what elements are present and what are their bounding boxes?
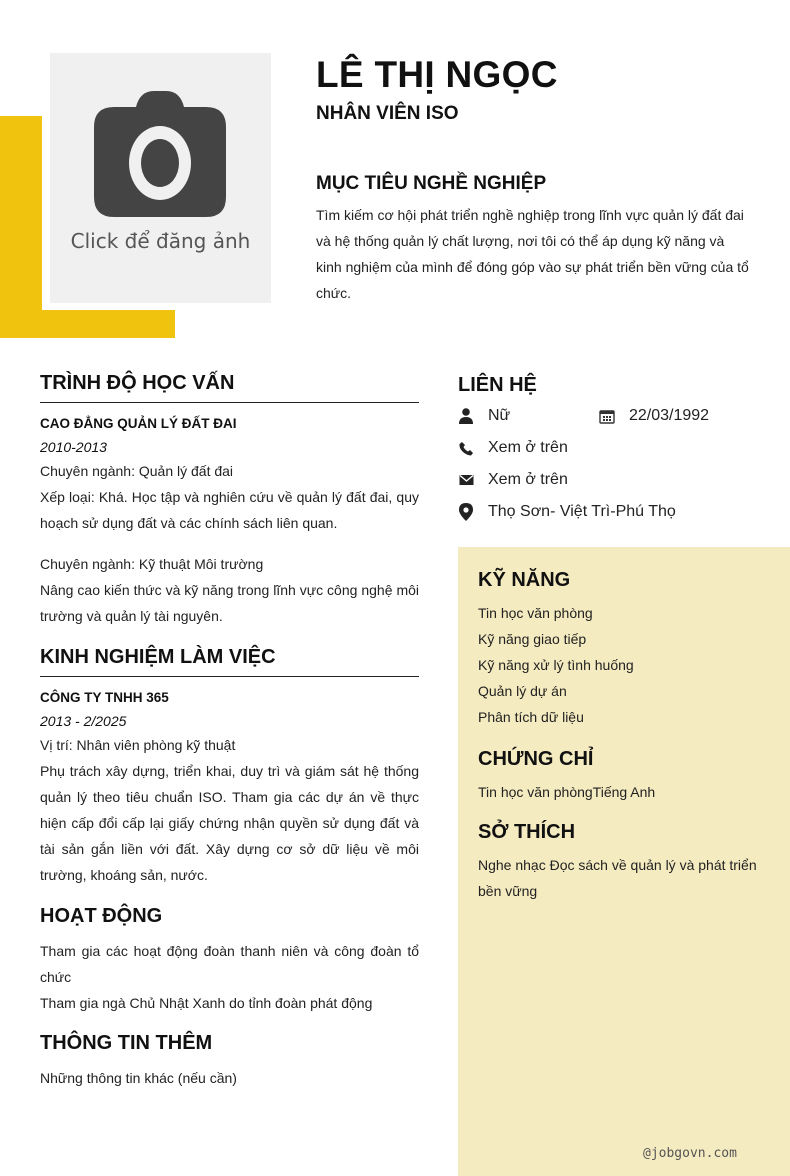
education-section	[40, 372, 419, 629]
email-value: Xem ở trên	[488, 471, 568, 488]
objective-text: Tìm kiếm cơ hội phát triển nghề nghiệp trong lĩnh vực quản lý đất đai và hệ thống quản lý chất lượng, nơi tôi có thể áp dụng kỹ năng và kinh nghiệm của mình để đóng góp vào sự phát triển bền vững của tổ chức.	[316, 207, 749, 301]
calendar-icon	[599, 408, 615, 424]
job-title: NHÂN VIÊN ISO	[316, 103, 459, 124]
extra-info-heading: THÔNG TIN THÊM	[40, 1032, 213, 1054]
experience-period: 2013 - 2/2025	[40, 713, 127, 729]
hobbies-section	[478, 821, 768, 904]
contact-address	[458, 501, 676, 523]
skill-item: Phân tích dữ liệu	[478, 709, 584, 725]
activities-section	[40, 905, 419, 1016]
contact-email	[458, 469, 568, 491]
skill-item: Kỹ năng giao tiếp	[478, 631, 587, 647]
education-period: 2010-2013	[40, 439, 107, 455]
extra-info-text: Những thông tin khác (nếu cần)	[40, 1070, 237, 1086]
address-value: Thọ Sơn- Việt Trì-Phú Thọ	[488, 503, 676, 520]
contact-heading: LIÊN HỆ	[458, 374, 537, 396]
side-panel	[458, 547, 790, 1176]
objective-heading: MỤC TIÊU NGHỀ NGHIỆP	[316, 173, 547, 194]
experience-heading: KINH NGHIỆM LÀM VIỆC	[40, 646, 276, 668]
skill-item: Quản lý dự án	[478, 683, 567, 699]
section-divider	[40, 676, 419, 677]
contact-dob	[599, 405, 709, 427]
company-name: CÔNG TY TNHH 365	[40, 690, 169, 705]
accent-bar-horizontal	[0, 310, 175, 338]
phone-icon	[458, 440, 474, 456]
hobbies-text: Nghe nhạc Đọc sách về quản lý và phát triển bền vững	[478, 857, 757, 899]
contact-phone	[458, 437, 568, 459]
section-divider	[40, 402, 419, 403]
camera-icon	[94, 89, 226, 221]
left-column	[40, 372, 419, 1091]
certificates-section	[478, 748, 768, 805]
dob-value: 22/03/1992	[629, 407, 710, 424]
education-major-1: Chuyên ngành: Quản lý đất đai	[40, 463, 234, 479]
certificates-text: Tin học văn phòngTiếng Anh	[478, 784, 656, 800]
watermark: @jobgovn.com	[643, 1146, 737, 1161]
photo-upload[interactable]	[50, 53, 271, 303]
accent-bar-vertical	[0, 116, 42, 338]
skill-item: Tin học văn phòng	[478, 605, 593, 621]
skills-heading: KỸ NĂNG	[478, 569, 571, 591]
phone-value: Xem ở trên	[488, 439, 568, 456]
candidate-name: LÊ THỊ NGỌC	[316, 54, 558, 95]
person-icon	[458, 408, 474, 424]
activities-heading: HOẠT ĐỘNG	[40, 905, 163, 927]
skill-item: Kỹ năng xử lý tình huống	[478, 657, 634, 673]
side-panel-content	[478, 569, 768, 904]
experience-section	[40, 646, 419, 888]
education-major-2: Chuyên ngành: Kỹ thuật Môi trường	[40, 556, 264, 572]
photo-caption[interactable]: Click để đăng ảnh	[70, 229, 251, 253]
mail-icon	[458, 472, 474, 488]
school-name: CAO ĐẲNG QUẢN LÝ ĐẤT ĐAI	[40, 416, 237, 431]
certificates-heading: CHỨNG CHỈ	[478, 748, 594, 770]
gender-value: Nữ	[488, 407, 511, 424]
education-desc-2: Nâng cao kiến thức và kỹ năng trong lĩnh vực công nghệ môi trường và quản lý tài nguyên.	[40, 582, 419, 624]
location-pin-icon	[458, 504, 474, 520]
contact-gender	[458, 405, 510, 427]
hobbies-heading: SỞ THÍCH	[478, 821, 576, 843]
experience-position: Vị trí: Nhân viên phòng kỹ thuật	[40, 737, 236, 753]
education-desc-1: Xếp loại: Khá. Học tập và nghiên cứu về quản lý đất đai, quy hoạch sử dụng đất và các chính sách liên quan.	[40, 489, 419, 531]
education-heading: TRÌNH ĐỘ HỌC VẤN	[40, 372, 235, 394]
activity-item: Tham gia ngà Chủ Nhật Xanh do tỉnh đoàn phát động	[40, 995, 373, 1011]
experience-desc: Phụ trách xây dựng, triển khai, duy trì và giám sát hệ thống quản lý theo tiêu chuẩn ISO. Tham gia các dự án về thực hiện cấp đổi cấp lại giấy chứng nhận quyền sử dụng đất và tài sản gắn liền với đất. Xây dựng cơ sở dữ liệu về môi trường, khoáng sản, nước.	[40, 763, 419, 883]
skills-section	[478, 569, 768, 730]
activity-item: Tham gia các hoạt động đoàn thanh niên và công đoàn tổ chức	[40, 943, 419, 985]
extra-info-section	[40, 1032, 419, 1091]
